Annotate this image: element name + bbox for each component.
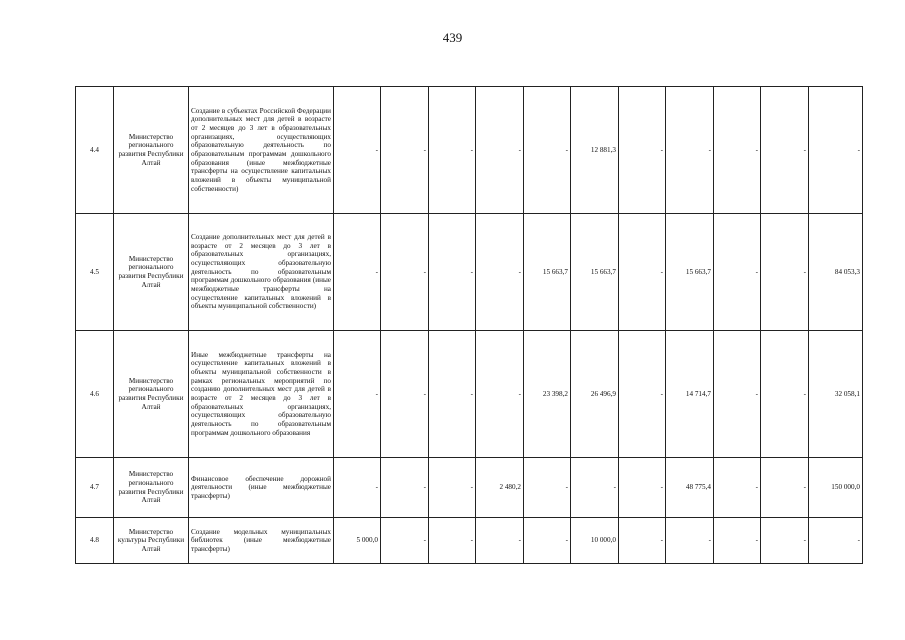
organization-cell: Министерство регионального развития Республики Алтай (114, 214, 189, 331)
organization-cell: Министерство культуры Республики Алтай (114, 518, 189, 564)
value-cell: 150 000,0 (809, 458, 863, 518)
description-cell: Иные межбюджетные трансферты на осуществление капитальных вложений в объекты муниципальной собственности в рамках региональных мероприятий по созданию дополнительных мест для детей в возрасте от 2 месяцев до 3 лет в образовательных организациях, осуществляющих образовательную деятельность по образовательным программам дошкольного образования (189, 331, 334, 458)
value-cell: - (761, 214, 809, 331)
value-cell: 26 496,9 (571, 331, 619, 458)
value-cell: - (476, 518, 524, 564)
value-cell: - (761, 87, 809, 214)
value-cell: - (381, 87, 429, 214)
value-cell: 2 480,2 (476, 458, 524, 518)
budget-table (75, 86, 863, 564)
table-row (76, 518, 863, 564)
value-cell: 14 714,7 (666, 331, 714, 458)
value-cell: - (666, 518, 714, 564)
value-cell: - (714, 518, 761, 564)
organization-cell: Министерство регионального развития Республики Алтай (114, 87, 189, 214)
value-cell: - (714, 87, 761, 214)
value-cell: - (619, 331, 666, 458)
organization-cell: Министерство регионального развития Республики Алтай (114, 458, 189, 518)
value-cell: - (334, 87, 381, 214)
value-cell: - (619, 214, 666, 331)
value-cell: - (809, 518, 863, 564)
value-cell: - (429, 518, 476, 564)
value-cell: - (381, 214, 429, 331)
value-cell: 10 000,0 (571, 518, 619, 564)
value-cell: - (571, 458, 619, 518)
value-cell: - (714, 331, 761, 458)
row-number-cell: 4.4 (76, 87, 114, 214)
page-number: 439 (442, 30, 463, 45)
value-cell: - (666, 87, 714, 214)
value-cell: - (334, 458, 381, 518)
value-cell: 15 663,7 (666, 214, 714, 331)
value-cell: - (429, 214, 476, 331)
value-cell: - (714, 458, 761, 518)
value-cell: 5 000,0 (334, 518, 381, 564)
value-cell: - (714, 214, 761, 331)
table-row (76, 331, 863, 458)
value-cell: 12 881,3 (571, 87, 619, 214)
value-cell: 32 058,1 (809, 331, 863, 458)
value-cell: - (524, 458, 571, 518)
value-cell: - (429, 87, 476, 214)
value-cell: - (761, 331, 809, 458)
description-cell: Создание в субъектах Российской Федерации дополнительных мест для детей в возрасте от 2 месяцев до 3 лет в образовательных организациях, осуществляющих образовательную деятельность по образовательным программам дошкольного образования (иные межбюджетные трансферты на осуществление капитальных вложений в объекты муниципальной собственности) (189, 87, 334, 214)
value-cell: - (761, 518, 809, 564)
value-cell: - (476, 331, 524, 458)
organization-cell: Министерство регионального развития Республики Алтай (114, 331, 189, 458)
value-cell: 48 775,4 (666, 458, 714, 518)
row-number-cell: 4.6 (76, 331, 114, 458)
value-cell: - (381, 518, 429, 564)
value-cell: - (381, 458, 429, 518)
value-cell: - (476, 214, 524, 331)
row-number-cell: 4.5 (76, 214, 114, 331)
description-cell: Создание модельных муниципальных библиотек (иные межбюджетные трансферты) (189, 518, 334, 564)
value-cell: 15 663,7 (524, 214, 571, 331)
value-cell: 23 398,2 (524, 331, 571, 458)
value-cell: - (334, 331, 381, 458)
value-cell: - (619, 458, 666, 518)
description-cell: Финансовое обеспечение дорожной деятельности (иные межбюджетные трансферты) (189, 458, 334, 518)
table-row (76, 214, 863, 331)
value-cell: - (476, 87, 524, 214)
value-cell: - (619, 87, 666, 214)
value-cell: 15 663,7 (571, 214, 619, 331)
value-cell: 84 053,3 (809, 214, 863, 331)
table-row (76, 87, 863, 214)
value-cell: - (809, 87, 863, 214)
value-cell: - (761, 458, 809, 518)
value-cell: - (524, 87, 571, 214)
value-cell: - (429, 331, 476, 458)
value-cell: - (334, 214, 381, 331)
value-cell: - (619, 518, 666, 564)
value-cell: - (429, 458, 476, 518)
description-cell: Создание дополнительных мест для детей в возрасте от 2 месяцев до 3 лет в образовательных организациях, осуществляющих образовательную деятельность по образовательным программам дошкольного образования (иные межбюджетные трансферты на осуществление капитальных вложений в объекты муниципальной собственности) (189, 214, 334, 331)
row-number-cell: 4.7 (76, 458, 114, 518)
value-cell: - (381, 331, 429, 458)
value-cell: - (524, 518, 571, 564)
table-row (76, 458, 863, 518)
row-number-cell: 4.8 (76, 518, 114, 564)
